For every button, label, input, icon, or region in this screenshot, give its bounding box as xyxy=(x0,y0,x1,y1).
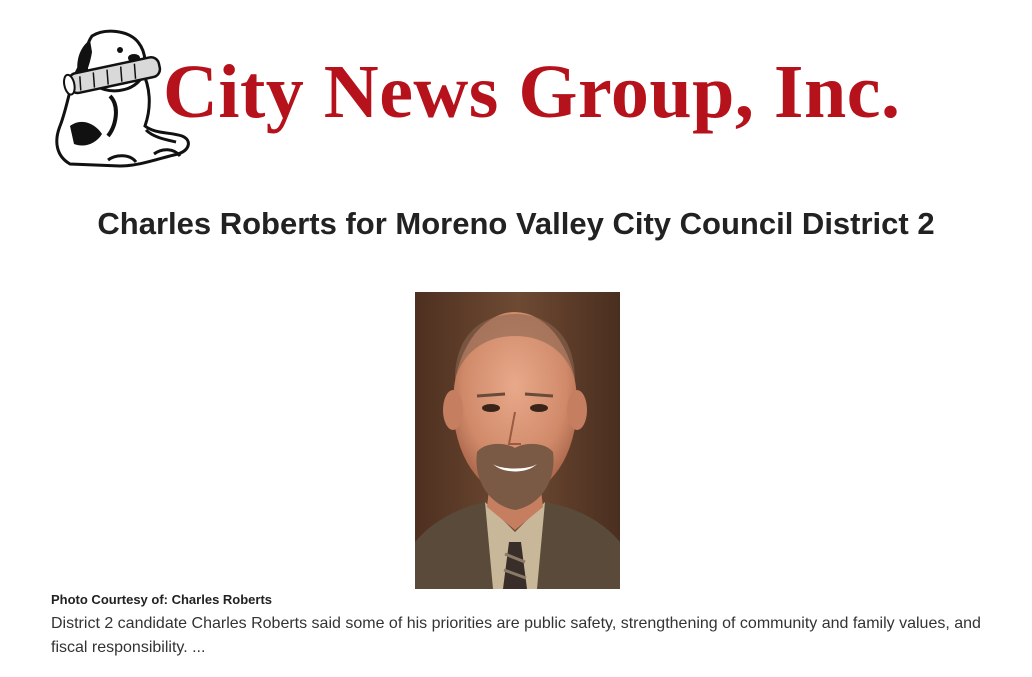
masthead xyxy=(50,26,980,176)
photo-caption: Photo Courtesy of: Charles Roberts xyxy=(51,592,273,607)
candidate-photo xyxy=(415,292,620,589)
article-excerpt: District 2 candidate Charles Roberts said some of his priorities are public safety, strengthening of community and family values, and fiscal responsibility. ... xyxy=(51,615,981,656)
brand-name[interactable]: City News Group, Inc. xyxy=(163,50,901,134)
article-headline: Charles Roberts for Moreno Valley City Council District 2 xyxy=(97,206,935,241)
